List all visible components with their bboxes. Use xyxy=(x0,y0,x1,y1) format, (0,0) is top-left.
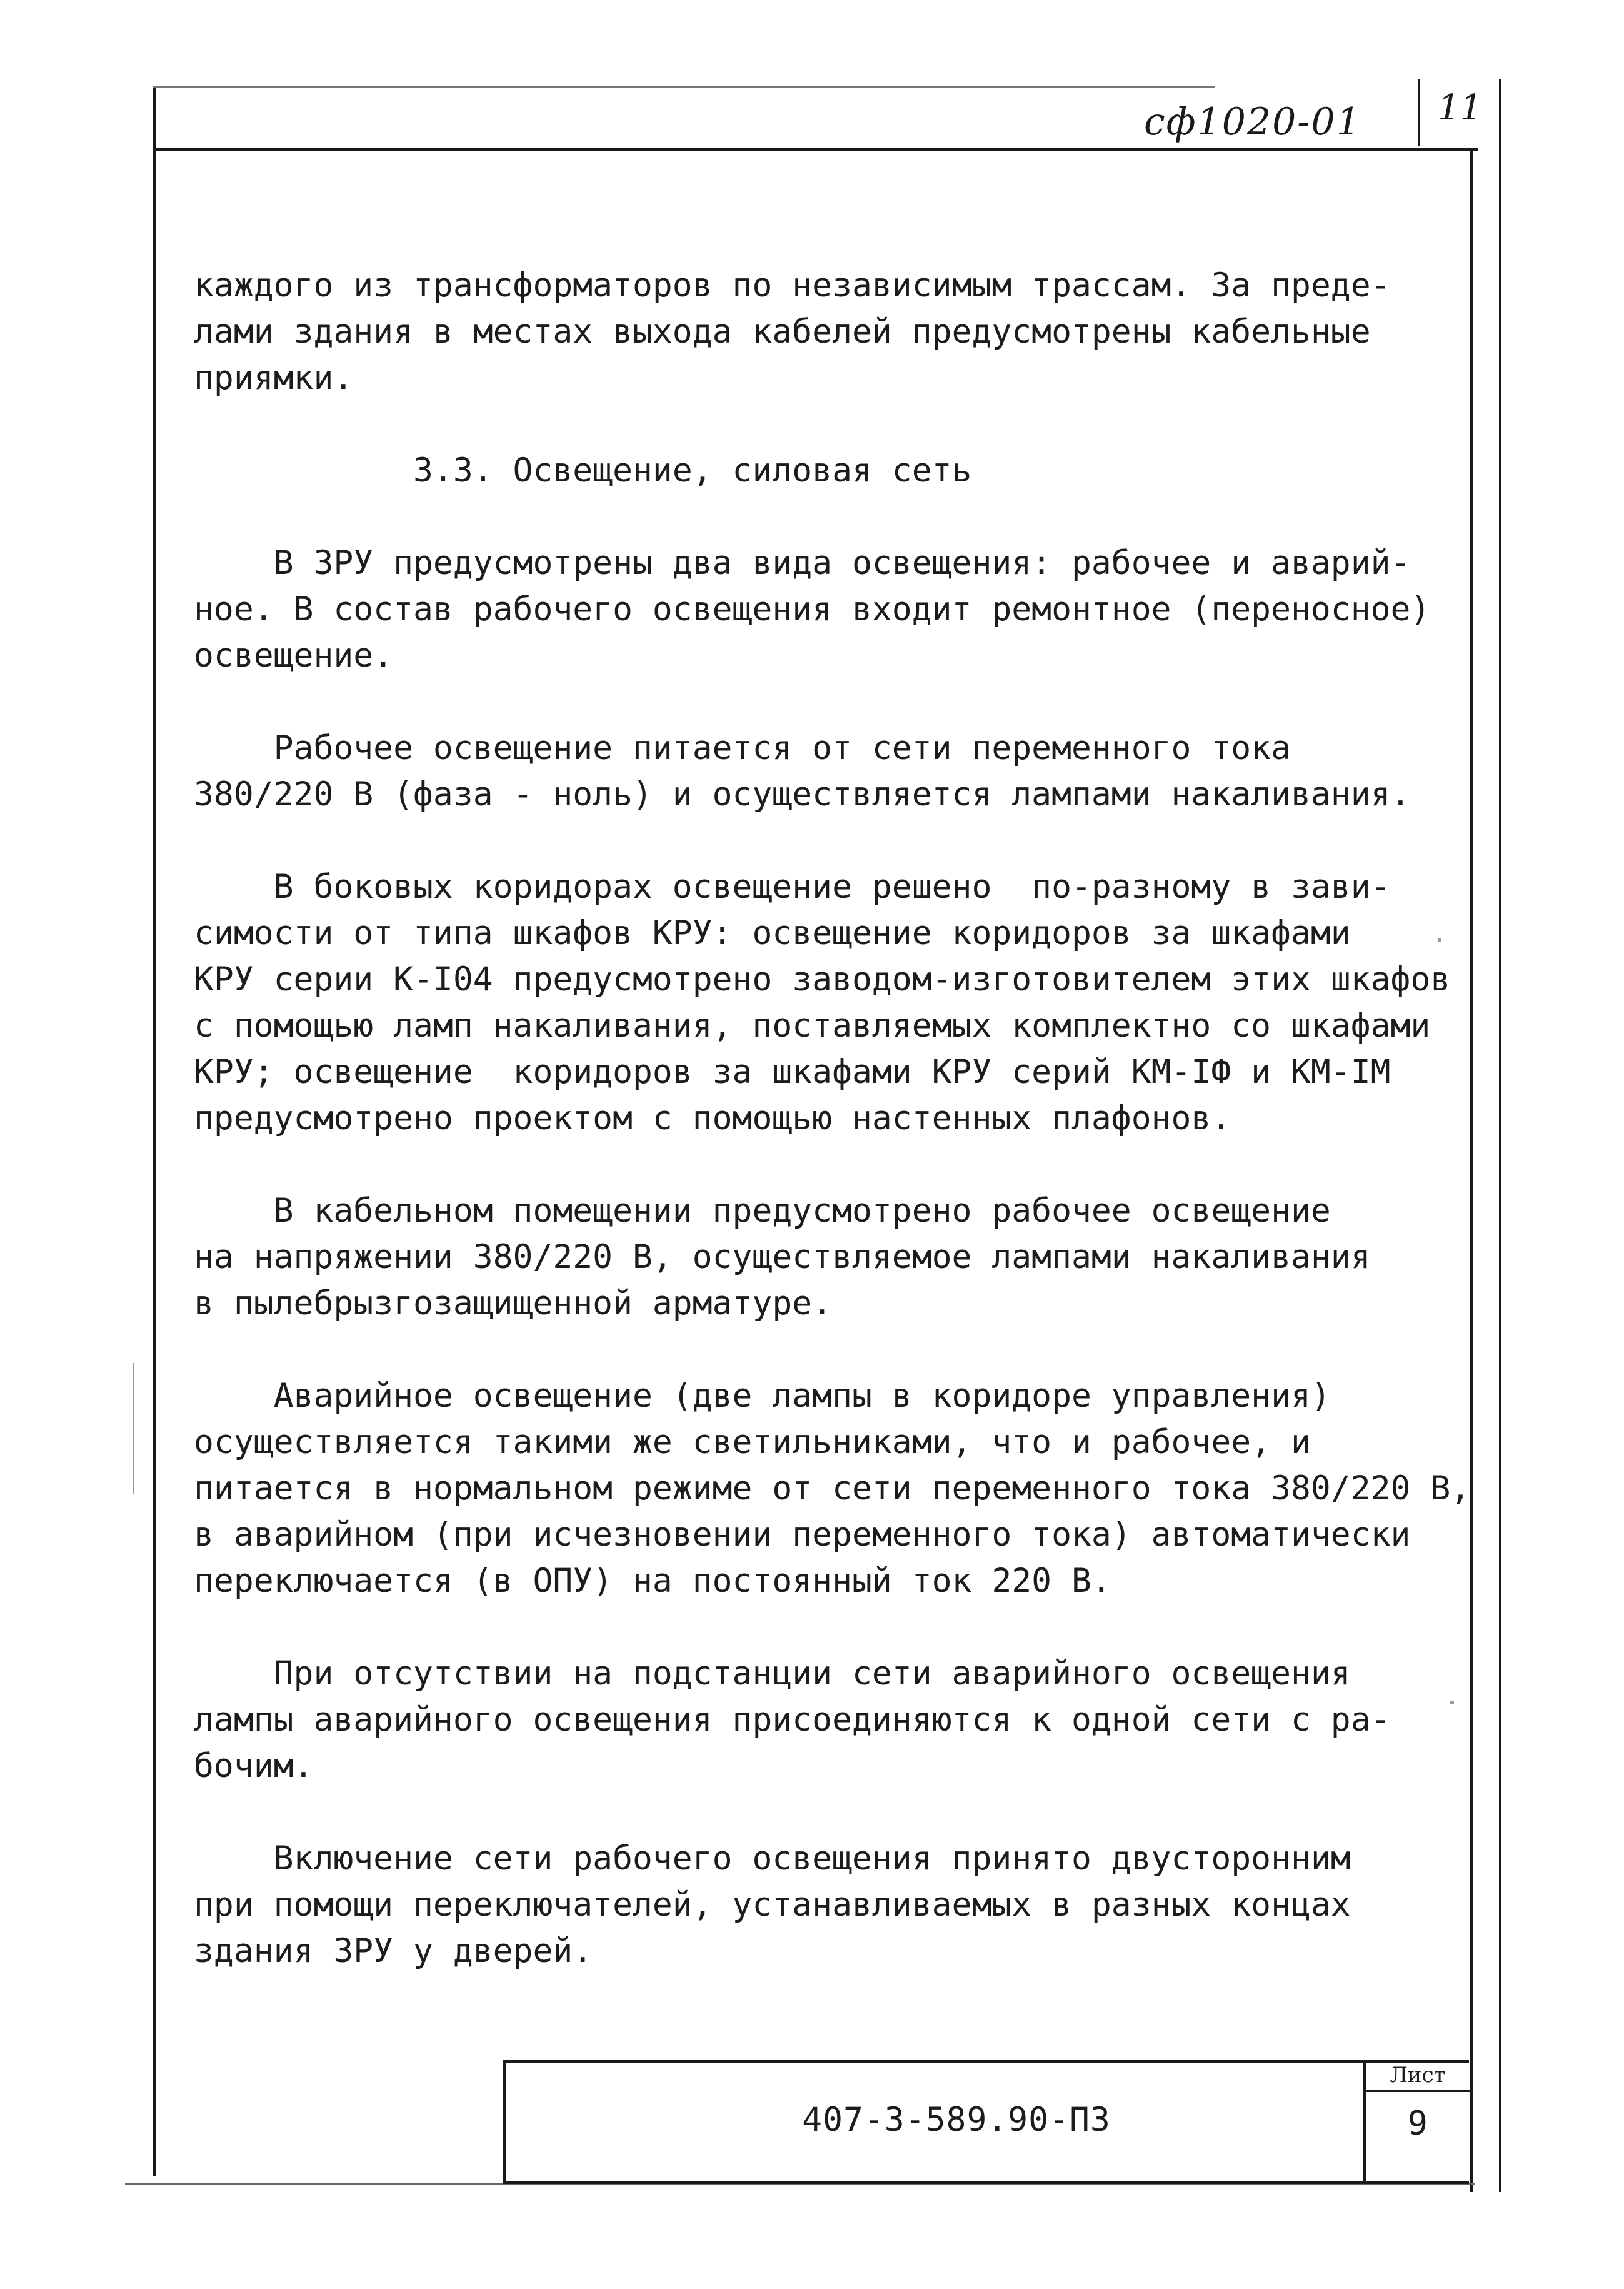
title-block-top-line xyxy=(503,2060,1469,2063)
text-line: каждого из трансформаторов по независимым трассам. За преде- xyxy=(194,266,1391,304)
text-line: Аварийное освещение (две лампы в коридоре управления) xyxy=(194,1377,1331,1415)
text-line: 380/220 В (фаза - ноль) и осуществляется лампами накаливания. xyxy=(194,775,1411,813)
text-line: В кабельном помещении предусмотрено рабочее освещение xyxy=(194,1192,1331,1230)
text-line: в пылебрызгозащищенной арматуре. xyxy=(194,1284,833,1322)
frame-right-line xyxy=(1470,148,1473,2192)
text-line: с помощью ламп накаливания, поставляемых комплектно со шкафами xyxy=(194,1007,1431,1045)
frame-left-line xyxy=(153,88,156,2176)
header-divider-line xyxy=(1418,79,1420,146)
frame-top-line xyxy=(153,148,1478,151)
scan-mark xyxy=(1438,938,1441,942)
text-line: предусмотрено проектом с помощью настенных плафонов. xyxy=(194,1099,1231,1137)
title-block-bottom-line xyxy=(503,2181,1469,2184)
text-line: переключается (в ОПУ) на постоянный ток 220 В. xyxy=(194,1562,1111,1600)
scan-mark xyxy=(133,1363,134,1494)
text-line: лампы аварийного освещения присоединяются к одной сети с ра- xyxy=(194,1701,1391,1739)
text-line: питается в нормальном режиме от сети переменного тока 380/220 В, xyxy=(194,1469,1471,1507)
archive-code: сф1020-01 xyxy=(1144,100,1361,144)
text-line: здания ЗРУ у дверей. xyxy=(194,1932,593,1970)
text-line: КРУ; освещение коридоров за шкафами КРУ серий КМ-IФ и КМ-IМ xyxy=(194,1053,1391,1091)
body-text xyxy=(194,263,1471,1975)
text-line: Включение сети рабочего освещения принято двусторонним xyxy=(194,1839,1351,1878)
text-line: Рабочее освещение питается от сети переменного тока xyxy=(194,729,1291,767)
text-line: в аварийном (при исчезновении переменного тока) автоматически xyxy=(194,1516,1411,1554)
text-line: освещение. xyxy=(194,636,394,675)
sheet-label: Лист xyxy=(1390,2063,1446,2088)
top-sheet-number: 11 xyxy=(1438,88,1483,128)
text-line: При отсутствии на подстанции сети аварийного освещения xyxy=(194,1654,1351,1693)
text-line: КРУ серии К-I04 предусмотрено заводом-изготовителем этих шкафов xyxy=(194,960,1451,999)
document-code: 407-3-589.90-ПЗ xyxy=(802,2101,1111,2139)
text-line: бочим. xyxy=(194,1747,314,1785)
frame-top-thin-line xyxy=(153,86,1215,88)
text-line: симости от типа шкафов КРУ: освещение коридоров за шкафами xyxy=(194,914,1351,952)
text-line: В ЗРУ предусмотрены два вида освещения: рабочее и аварий- xyxy=(194,544,1411,582)
text-line: приямки. xyxy=(194,359,354,397)
title-block-sheet-hline xyxy=(1363,2090,1470,2092)
scan-mark xyxy=(1450,1701,1454,1704)
text-line: при помощи переключателей, устанавливаемых в разных концах xyxy=(194,1886,1351,1924)
sheet-number: 9 xyxy=(1408,2105,1428,2143)
text-line: осуществляется такими же светильниками, что и рабочее, и xyxy=(194,1423,1311,1461)
text-line: на напряжении 380/220 В, осуществляемое лампами накаливания xyxy=(194,1238,1371,1276)
text-line: В боковых коридорах освещение решено по-разному в зави- xyxy=(194,868,1391,906)
title-block-sheet-divider xyxy=(1363,2060,1366,2182)
text-line: ное. В состав рабочего освещения входит ремонтное (переносное) xyxy=(194,590,1431,628)
title-block-left-line xyxy=(503,2060,506,2182)
text-line: лами здания в местах выхода кабелей предусмотрены кабельные xyxy=(194,313,1371,351)
frame-right-outer-line xyxy=(1499,79,1501,2192)
section-heading: 3.3. Освещение, силовая сеть xyxy=(413,451,972,490)
